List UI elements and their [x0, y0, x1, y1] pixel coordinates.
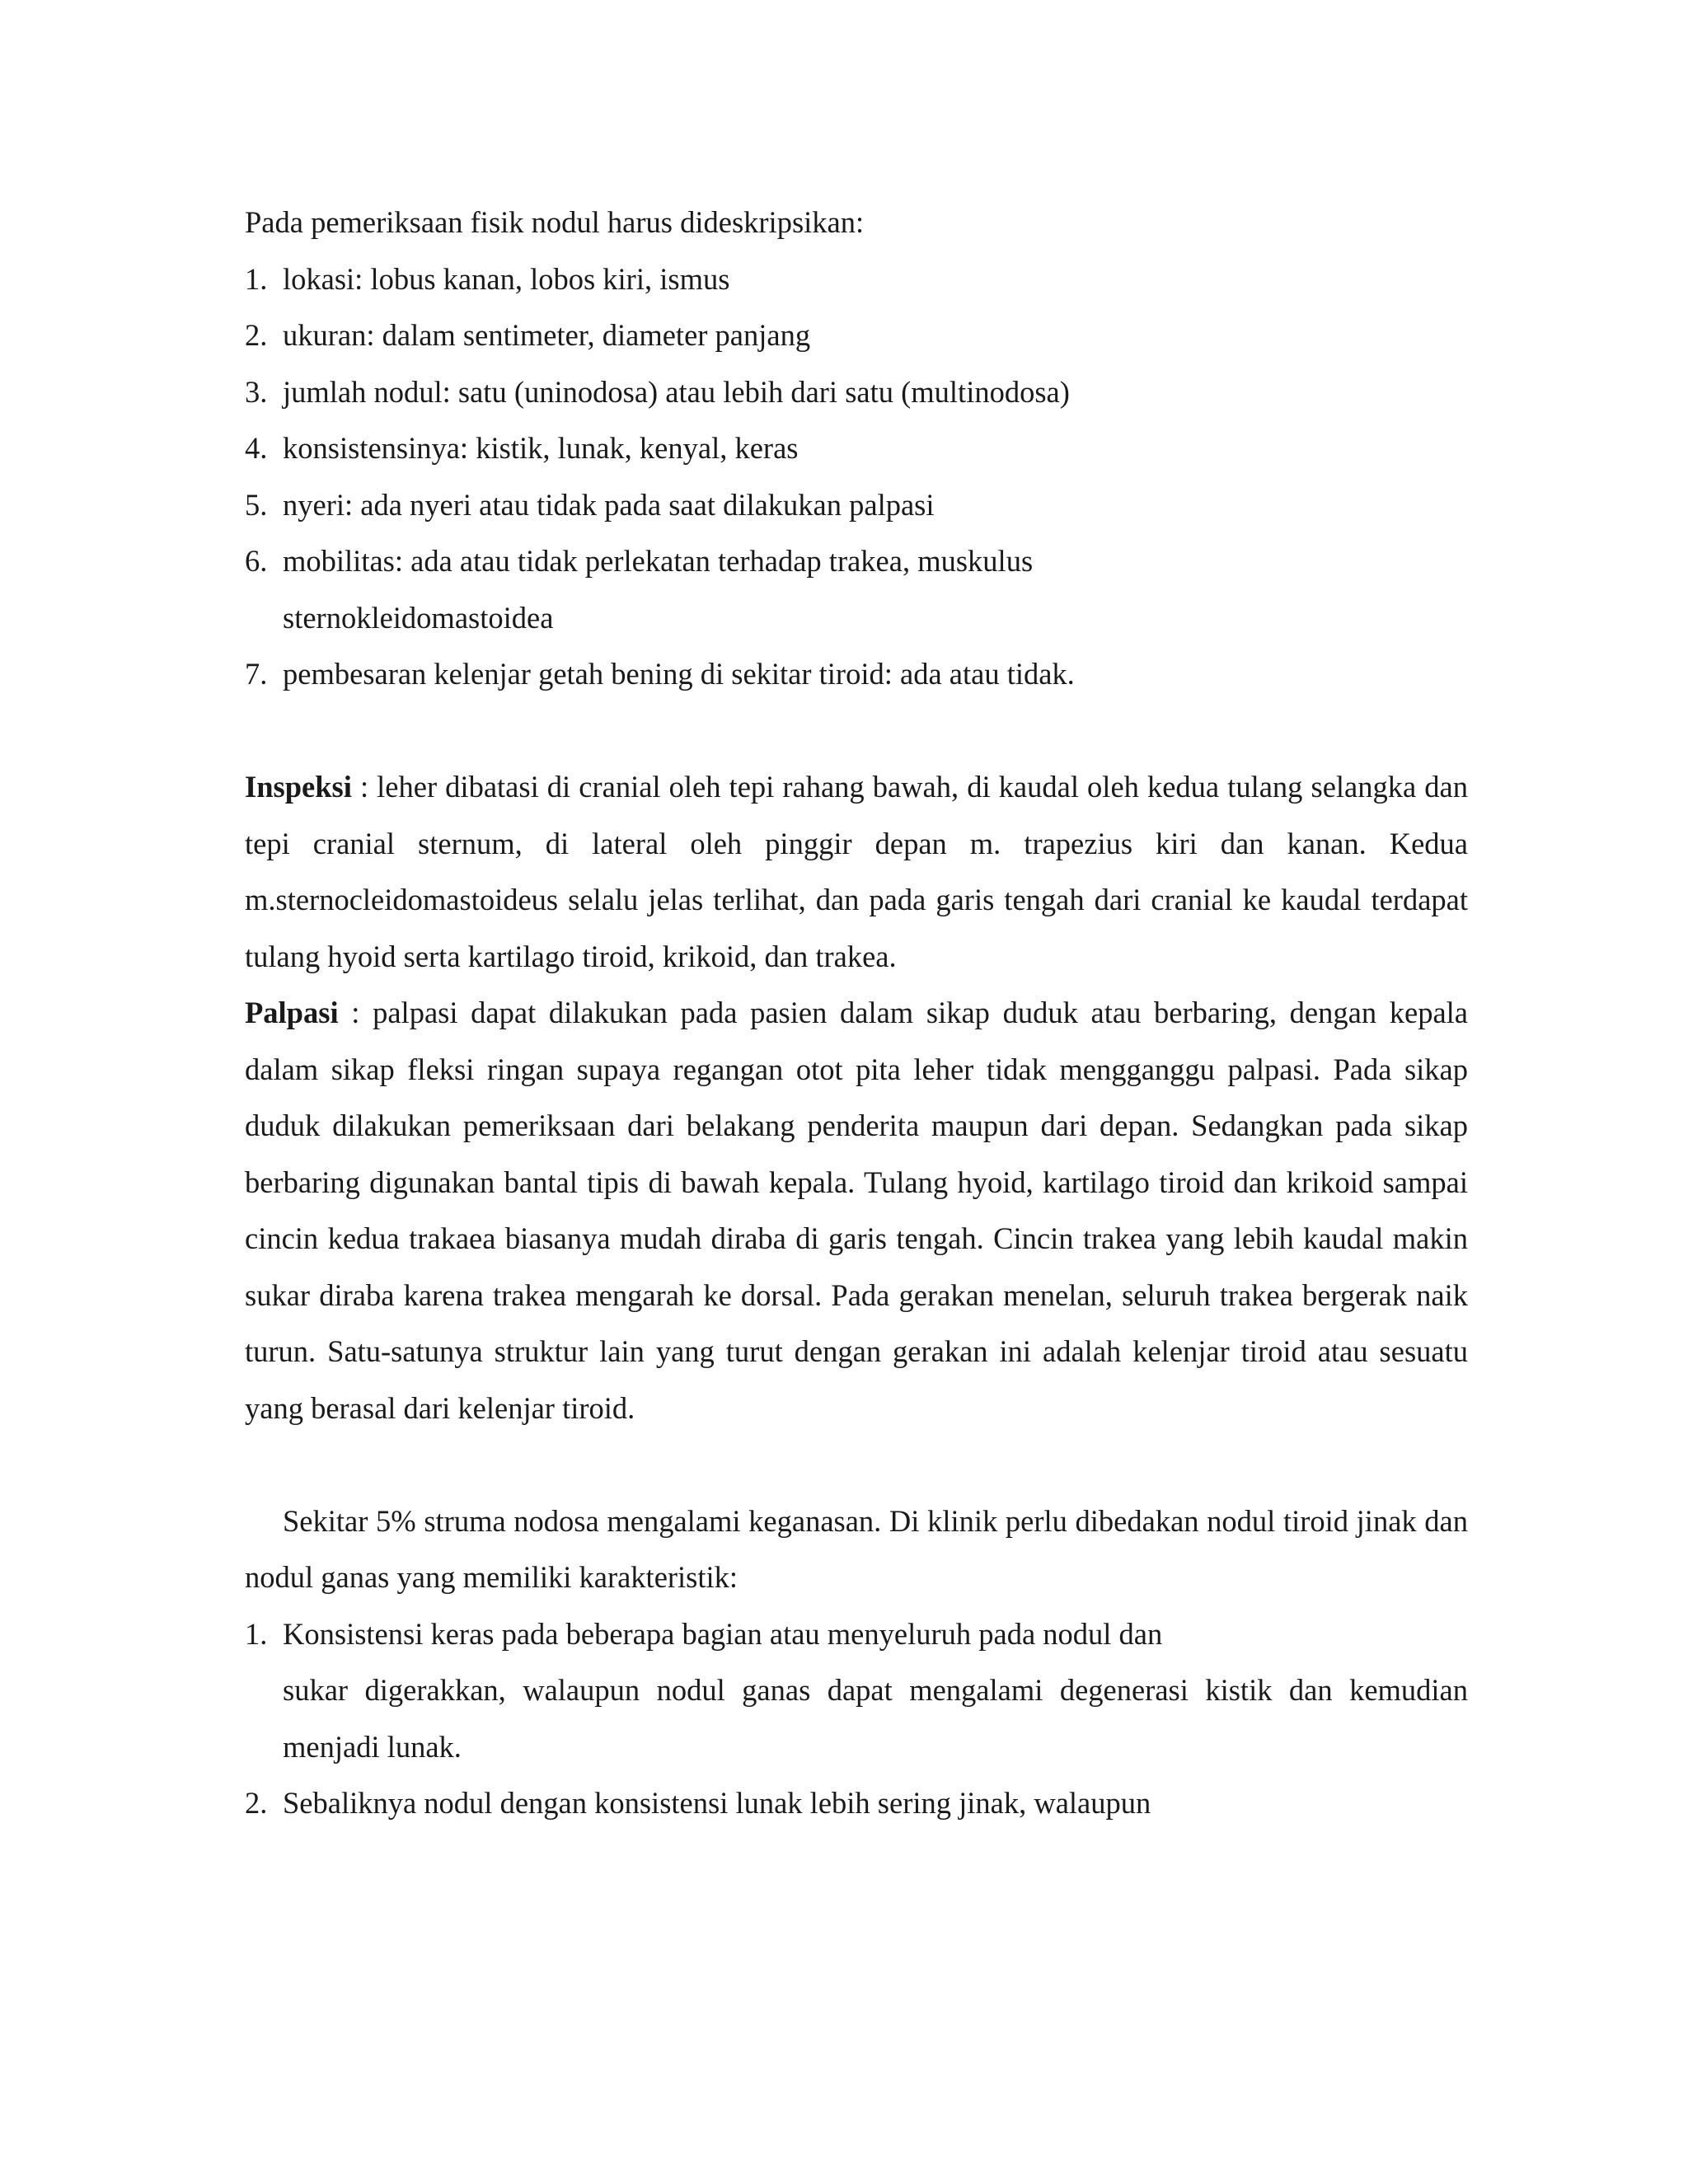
list-item	[245, 1775, 1468, 1832]
intro-text: Pada pemeriksaan fisik nodul harus dideskripsikan:	[245, 205, 865, 239]
list-text: mobilitas: ada atau tidak perlekatan terhadap trakea, muskulus	[283, 544, 1034, 578]
list-text: ukuran: dalam sentimeter, diameter panjang	[283, 318, 811, 352]
list-item	[245, 307, 1468, 364]
list-text: pembesaran kelenjar getah bening di sekitar tiroid: ada atau tidak.	[283, 657, 1075, 691]
palpasi-text: : palpasi dapat dilakukan pada pasien dalam sikap duduk atau berbaring, dengan kepala dalam sikap fleksi ringan supaya regangan otot pita leher tidak mengganggu palpasi. Pada sikap duduk dilakukan pemeriksaan dari belakang penderita maupun dari depan. Sedangkan pada sikap berbaring digunakan bantal tipis di bawah kepala. Tulang hyoid, kartilago tiroid dan krikoid sampai cincin kedua trakaea biasanya mudah diraba di garis tengah. Cincin trakea yang lebih kaudal makin sukar diraba karena trakea mengarah ke dorsal. Pada gerakan menelan, seluruh trakea bergerak naik turun. Satu-satunya struktur lain yang turut dengan gerakan ini adalah kelenjar tiroid atau sesuatu yang berasal dari kelenjar tiroid.	[245, 996, 1468, 1425]
list-item	[245, 1606, 1468, 1776]
paragraph-gap	[245, 1436, 1468, 1493]
list-item	[245, 364, 1468, 421]
physical-exam-list	[245, 251, 1468, 703]
paragraph-gap	[245, 703, 1468, 760]
list-item	[245, 420, 1468, 477]
list-item	[245, 646, 1468, 703]
list-number: 4.	[245, 431, 268, 465]
list-text: lokasi: lobus kanan, lobos kiri, ismus	[283, 261, 730, 296]
list-text: Sebaliknya nodul dengan konsistensi lunak lebih sering jinak, walaupun	[283, 1786, 1151, 1820]
inspeksi-text: : leher dibatasi di cranial oleh tepi rahang bawah, di kaudal oleh kedua tulang selangka dan tepi cranial sternum, di lateral oleh pinggir depan m. trapezius kiri dan kanan. Kedua m.sternocleidomastoideus selalu jelas terlihat, dan pada garis tengah dari cranial ke kaudal terdapat tulang hyoid serta kartilago tiroid, krikoid, dan trakea.	[245, 770, 1468, 973]
list-number: 6.	[245, 544, 268, 578]
list-text-continuation: sukar digerakkan, walaupun nodul ganas dapat mengalami degenerasi kistik dan kemudian menjadi lunak.	[283, 1673, 1468, 1764]
list-number: 2.	[245, 318, 268, 352]
inspeksi-term: Inspeksi	[245, 770, 352, 804]
list-text-continuation: sternokleidomastoidea	[283, 600, 554, 635]
list-number: 1.	[245, 261, 268, 296]
characteristics-list	[245, 1606, 1468, 1832]
document-page	[245, 194, 1468, 1832]
list-text-wrapper	[283, 1606, 1468, 1776]
list-number: 1.	[245, 1616, 268, 1651]
list-text: Konsistensi keras pada beberapa bagian atau menyeluruh pada nodul dan	[283, 1616, 1163, 1651]
list-item	[245, 533, 1468, 646]
list-text: nyeri: ada nyeri atau tidak pada saat dilakukan palpasi	[283, 487, 935, 522]
list-text: jumlah nodul: satu (uninodosa) atau lebih dari satu (multinodosa)	[283, 374, 1070, 409]
malignancy-paragraph: Sekitar 5% struma nodosa mengalami keganasan. Di klinik perlu dibedakan nodul tiroid jinak dan nodul ganas yang memiliki karakteristik:	[245, 1503, 1468, 1594]
list-number: 5.	[245, 487, 268, 522]
list-text: konsistensinya: kistik, lunak, kenyal, keras	[283, 431, 799, 465]
list-item	[245, 251, 1468, 308]
list-number: 7.	[245, 657, 268, 691]
list-number: 3.	[245, 374, 268, 409]
list-number: 2.	[245, 1786, 268, 1820]
palpasi-paragraph	[245, 985, 1468, 1436]
list-text-wrapper	[283, 533, 1468, 646]
list-item	[245, 477, 1468, 534]
palpasi-term: Palpasi	[245, 996, 339, 1029]
inspeksi-paragraph	[245, 759, 1468, 985]
